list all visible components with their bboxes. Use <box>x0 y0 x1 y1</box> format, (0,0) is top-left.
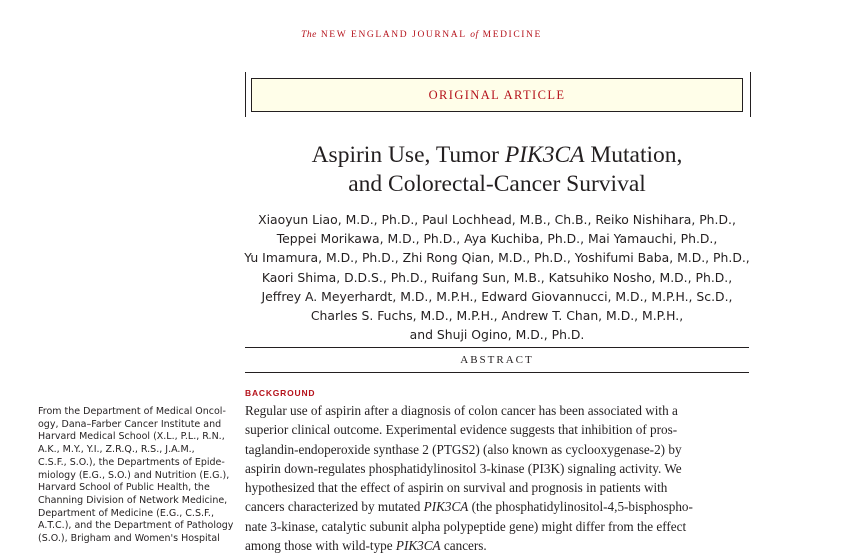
text-line: hypothesized that the effect of aspirin on survival and prognosis in patients with <box>245 480 668 496</box>
text-line: aspirin down-regulates phosphatidylinositol 3-kinase (PI3K) signaling activity. We <box>245 460 682 476</box>
article-type-label: ORIGINAL ARTICLE <box>428 87 566 102</box>
journal-joiner: of <box>470 30 479 40</box>
text-segment: cancers characterized by mutated <box>245 499 424 515</box>
abstract-label: ABSTRACT <box>460 354 534 366</box>
text-line: taglandin-endoperoxide synthase 2 (PTGS2) (also known as cyclooxygenase-2) by <box>245 441 682 457</box>
text-line: superior clinical outcome. Experimental evidence suggests that inhibition of pros- <box>245 422 678 438</box>
affiliation-line: A.K., M.Y., Y.I., Z.R.Q., R.S., J.A.M., <box>38 444 195 456</box>
author-line: Charles S. Fuchs, M.D., M.P.H., Andrew T. Chan, M.D., M.P.H., <box>310 308 684 324</box>
affiliation-line: Channing Division of Network Medicine, <box>38 494 228 506</box>
abstract-banner <box>245 347 749 373</box>
text-segment: among those with wild-type <box>245 538 396 554</box>
title-line2: and Colorectal-Cancer Survival <box>348 171 646 197</box>
background-heading: BACKGROUND <box>245 388 316 398</box>
author-line: and Shuji Ogino, M.D., Ph.D. <box>409 327 585 343</box>
gene-name: PIK3CA <box>423 499 469 515</box>
background-text <box>245 401 751 555</box>
text-line <box>245 536 751 555</box>
author-line: Jeffrey A. Meyerhardt, M.D., M.P.H., Edward Giovannucci, M.D., M.P.H., Sc.D., <box>261 288 733 304</box>
gene-name: PIK3CA <box>395 538 441 554</box>
author-line: Xiaoyun Liao, M.D., Ph.D., Paul Lochhead, M.B., Ch.B., Reiko Nishihara, Ph.D., <box>258 212 736 227</box>
title-line1-b: Mutation, <box>584 142 683 168</box>
affiliation-line: From the Department of Medical Oncol- <box>38 406 226 417</box>
journal-name-part1: NEW ENGLAND JOURNAL <box>320 30 467 40</box>
article-type-box <box>251 78 743 112</box>
affiliation-line: Harvard Medical School (X.L., P.L., R.N., <box>38 431 225 443</box>
journal-prefix: The <box>301 30 317 40</box>
text-segment: cancers. <box>440 538 487 554</box>
author-line: Kaori Shima, D.D.S., Ph.D., Ruifang Sun, M.B., Katsuhiko Nosho, M.D., Ph.D., <box>261 269 733 285</box>
text-segment: (the phosphatidylinositol-4,5-bisphospho- <box>468 499 693 515</box>
author-line: Yu Imamura, M.D., Ph.D., Zhi Rong Qian, M.D., Ph.D., Yoshifumi Baba, M.D., Ph.D., <box>244 250 750 266</box>
affiliation-line: A.T.C.), and the Department of Pathology <box>38 520 234 532</box>
affiliation-line: C.S.F., S.O.), the Departments of Epide- <box>38 456 225 468</box>
author-line: Teppei Morikawa, M.D., Ph.D., Aya Kuchiba, Ph.D., Mai Yamauchi, Ph.D., <box>276 231 718 247</box>
text-line <box>245 497 751 516</box>
title-line1-a: Aspirin Use, Tumor <box>311 142 505 168</box>
text-line: nate 3-kinase, catalytic subunit alpha polypeptide gene) might differ from the effect <box>245 518 687 534</box>
title-gene: PIK3CA <box>504 142 585 168</box>
text-line: Regular use of aspirin after a diagnosis of colon cancer has been associated with a <box>245 403 678 418</box>
journal-header <box>0 30 843 40</box>
journal-name-part2: MEDICINE <box>482 30 542 40</box>
affiliation-line: miology (E.G., S.O.) and Nutrition (E.G.), <box>38 469 230 481</box>
affiliation-note <box>38 406 234 546</box>
affiliation-line: ogy, Dana–Farber Cancer Institute and <box>38 418 222 430</box>
affiliation-line: Harvard School of Public Health, the <box>38 482 210 494</box>
affiliation-line: Department of Medicine (E.G., C.S.F., <box>38 507 214 519</box>
article-title <box>245 141 749 199</box>
author-list <box>236 210 758 344</box>
affiliation-line: (S.O.), Brigham and Women's Hospital <box>38 533 220 545</box>
